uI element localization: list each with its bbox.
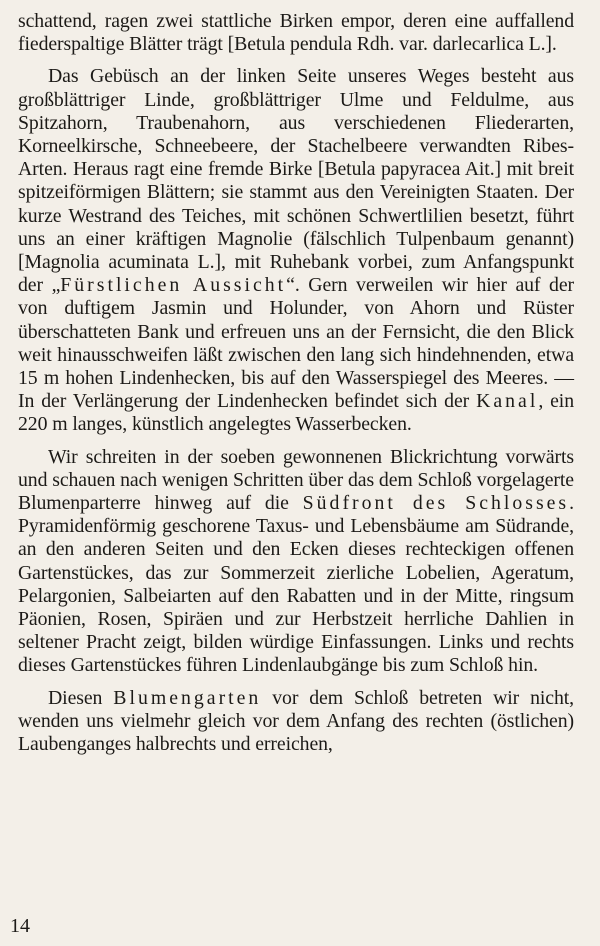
spaced-emphasis-blumengarten: Blumengarten (113, 686, 262, 709)
text-segment: vor dem Schloß betreten wir nicht, wenden uns vielmehr gleich vor dem Anfang des rechten (östlichen) Laubenganges halbrechts und erreichen, (18, 686, 574, 756)
text-segment: Wir schreiten in der soeben gewonnenen Blickrichtung vorwärts und schauen nach wenigen Schritten über das dem Schloß vorgelagerte Blumenparterre hinweg auf die (18, 445, 574, 515)
paragraph-3 (18, 446, 574, 678)
text-segment: Das Gebüsch an der linken Seite unseres Weges besteht aus großblättriger Linde, großblättriger Ulme und Feldulme, aus Spitzahorn, Traubenahorn, aus verschiedenen Fliederarten, Korneelkirsche, Schneebeere, der Stachelbeere verwandten Ribes-Arten. Heraus ragt eine fremde Birke [Betula papyracea Ait.] mit breit spitzeiförmigen Blättern; sie stammt aus den Vereinigten Staaten. Der kurze Westrand des Teiches, mit schönen Schwertlilien besetzt, führt uns an einer kräftigen Magnolie (fälschlich Tulpenbaum genannt) [Magnolia acuminata L.], mit Ruhebank vorbei, zum Anfangspunkt der „ (18, 65, 574, 297)
spaced-emphasis-fuerstliche-aussicht: Fürstlichen Aussicht (60, 274, 287, 297)
spaced-emphasis-suedfront: Südfront des Schlosses (302, 492, 570, 515)
paragraph-2 (18, 65, 574, 436)
text-segment: schattend, ragen zwei stattliche Birken empor, deren eine auffallend fiederspaltige Blätter trägt [Betula pendula Rdh. var. darlecarlica L.]. (18, 10, 574, 56)
paragraph-4 (18, 687, 574, 757)
text-segment: , ein 220 m langes, künstlich angelegtes Wasserbecken. (18, 390, 574, 436)
text-segment: “. Gern verweilen wir hier auf der von duftigem Jasmin und Holunder, von Ahorn und Rüster überschatteten Bank und erfreuen uns an der Fernsicht, die den Blick weit hinausschweifen läßt zwischen den lang sich hindehnenden, etwa 15 m hohen Lindenhecken, bis auf den Wasserspiegel des Meeres. — In der Verlängerung der Lindenhecken befindet sich der (18, 274, 574, 413)
page-number: 14 (10, 915, 30, 937)
body-text (18, 10, 574, 756)
spaced-emphasis-kanal: Kanal (476, 390, 539, 413)
text-segment: Diesen (48, 686, 114, 709)
paragraph-1 (18, 10, 574, 56)
text-segment: . Pyramidenförmig geschorene Taxus- und Lebensbäume am Südrande, an den anderen Seiten und den Ecken dieses rechteckigen offenen Gartenstückes, das zur Sommerzeit zierliche Lobelien, Ageratum, Pelargonien, Salbeiarten auf den Rabatten und in der Mitte, ringsum Päonien, Rosen, Spiräen und zur Herbstzeit herrliche Dahlien in seltener Pracht zeigt, bilden würdige Einfassungen. Links und rechts dieses Gartenstückes führen Lindenlaubgänge bis zum Schloß hin. (18, 492, 574, 677)
